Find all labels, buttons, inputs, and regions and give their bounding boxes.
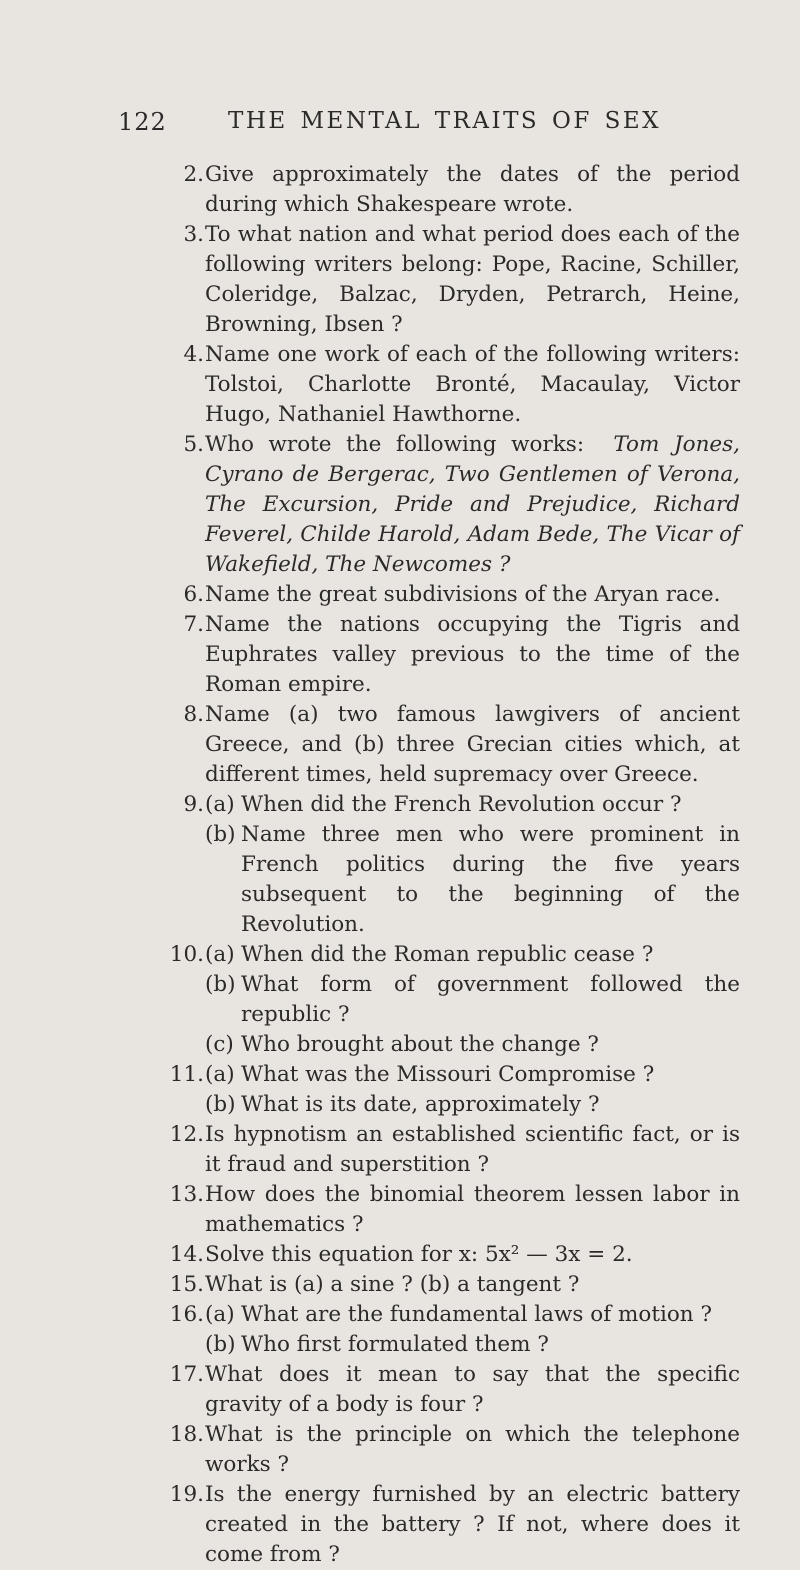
question-item	[0, 790, 800, 940]
question-number: 8.	[183, 702, 204, 727]
question-text: Give approximately the dates of the period during which Shakespeare wrote.	[205, 162, 740, 217]
sub-label: (a)	[205, 1302, 235, 1327]
question-number: 12.	[169, 1122, 204, 1147]
sub-label: (b)	[205, 822, 236, 847]
sub-question	[205, 1090, 740, 1120]
question-item	[0, 1420, 800, 1480]
question-item	[0, 1300, 800, 1360]
question-item	[0, 1240, 800, 1270]
page-number: 122	[118, 108, 167, 136]
question-item	[0, 1360, 800, 1420]
sub-text: What is its date, approximately ?	[241, 1092, 600, 1117]
question-intro: Who wrote the following works:	[205, 432, 585, 457]
running-head: THE MENTAL TRAITS OF SEX	[228, 108, 662, 134]
sub-label: (a)	[205, 942, 235, 967]
question-text: Solve this equation for x: 5x² — 3x = 2.	[205, 1242, 633, 1267]
sub-text: When did the French Revolution occur ?	[241, 792, 682, 817]
question-item	[0, 1480, 800, 1570]
sub-label: (b)	[205, 972, 236, 997]
sub-label: (b)	[205, 1092, 236, 1117]
sub-question	[205, 1060, 740, 1090]
question-item	[0, 940, 800, 1060]
question-number: 4.	[183, 342, 204, 367]
question-text: Name the nations occupying the Tigris and Euphrates valley previous to the time of the Roman empire.	[205, 612, 740, 697]
question-item	[0, 1120, 800, 1180]
question-item	[0, 160, 800, 220]
sub-question	[205, 1330, 740, 1360]
question-text: What does it mean to say that the specific gravity of a body is four ?	[205, 1362, 740, 1417]
question-item	[0, 580, 800, 610]
sub-text: What was the Missouri Compromise ?	[241, 1062, 655, 1087]
question-parts	[205, 1300, 740, 1360]
question-number: 2.	[183, 162, 204, 187]
sub-question	[205, 940, 740, 970]
question-number: 19.	[169, 1482, 204, 1507]
sub-label: (a)	[205, 1062, 235, 1087]
question-text: To what nation and what period does each of the following writers belong: Pope, Racine, Schiller, Coleridge, Balzac, Dryden, Petrarch, Heine, Browning, Ibsen ?	[205, 222, 740, 337]
question-number: 10.	[169, 942, 204, 967]
question-text: Name the great subdivisions of the Aryan race.	[205, 582, 721, 607]
sub-text: What are the fundamental laws of motion ?	[241, 1302, 712, 1327]
question-parts	[205, 940, 740, 1060]
sub-text: When did the Roman republic cease ?	[241, 942, 654, 967]
question-text	[205, 430, 740, 580]
question-item	[0, 340, 800, 430]
question-item	[0, 430, 800, 580]
sub-text: Name three men who were prominent in French politics during the five years subsequent to the beginning of the Revolution.	[241, 822, 740, 937]
sub-question	[205, 1300, 740, 1330]
question-number: 13.	[169, 1182, 204, 1207]
question-text: What is (a) a sine ? (b) a tangent ?	[205, 1272, 580, 1297]
question-item	[0, 700, 800, 790]
question-text: Is the energy furnished by an electric battery created in the battery ? If not, where does it come from ?	[205, 1482, 740, 1567]
sub-text: What form of government followed the republic ?	[241, 972, 740, 1027]
work-titles: Tom Jones, Cyrano de Bergerac, Two Gentlemen of Verona, The Excursion, Pride and Prejudice, Richard Feverel, Childe Harold, Adam Bede, The Vicar of Wakefield, The Newcomes ?	[205, 432, 741, 577]
sub-text: Who brought about the change ?	[241, 1032, 599, 1057]
sub-label: (c)	[205, 1032, 234, 1057]
question-text: What is the principle on which the telephone works ?	[205, 1422, 740, 1477]
question-item	[0, 1060, 800, 1120]
page-header	[0, 108, 800, 148]
sub-text: Who first formulated them ?	[241, 1332, 549, 1357]
question-list	[0, 160, 800, 1570]
question-text: Name (a) two famous lawgivers of ancient Greece, and (b) three Grecian cities which, at different times, held supremacy over Greece.	[205, 702, 740, 787]
question-number: 16.	[169, 1302, 204, 1327]
question-number: 17.	[169, 1362, 204, 1387]
question-number: 9.	[183, 792, 204, 817]
sub-question	[205, 820, 740, 940]
question-text: Is hypnotism an established scientific fact, or is it fraud and superstition ?	[205, 1122, 740, 1177]
question-item	[0, 610, 800, 700]
question-number: 18.	[169, 1422, 204, 1447]
sub-question	[205, 1030, 740, 1060]
question-parts	[205, 790, 740, 940]
question-number: 11.	[169, 1062, 204, 1087]
question-item	[0, 1180, 800, 1240]
question-parts	[205, 1060, 740, 1120]
question-text: How does the binomial theorem lessen labor in mathematics ?	[205, 1182, 740, 1237]
question-item	[0, 1270, 800, 1300]
question-number: 6.	[183, 582, 204, 607]
sub-question	[205, 790, 740, 820]
question-number: 5.	[183, 432, 204, 457]
question-text: Name one work of each of the following writers: Tolstoi, Charlotte Bronté, Macaulay, Victor Hugo, Nathaniel Hawthorne.	[205, 342, 740, 427]
question-item	[0, 220, 800, 340]
sub-label: (a)	[205, 792, 235, 817]
question-number: 15.	[169, 1272, 204, 1297]
question-number: 3.	[183, 222, 204, 247]
question-number: 14.	[169, 1242, 204, 1267]
sub-label: (b)	[205, 1332, 236, 1357]
question-number: 7.	[183, 612, 204, 637]
sub-question	[205, 970, 740, 1030]
